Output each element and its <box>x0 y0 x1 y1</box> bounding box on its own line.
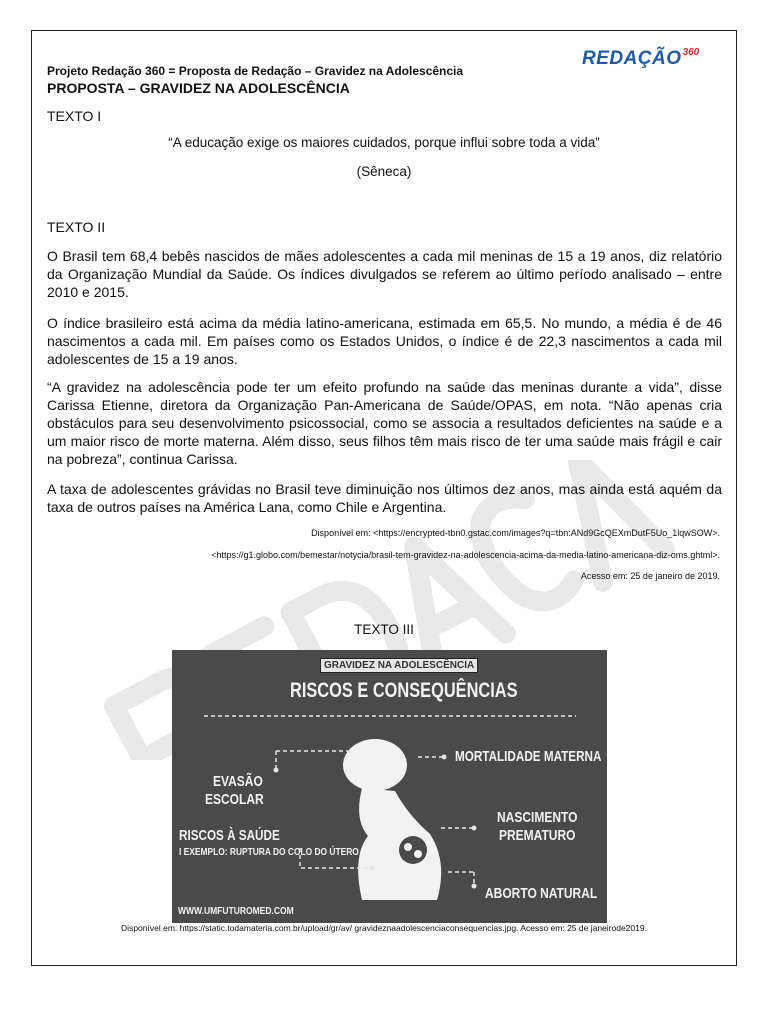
proposal-title: PROPOSTA – GRAVIDEZ NA ADOLESCÊNCIA <box>47 80 350 96</box>
infographic-title: RISCOS E CONSEQUÊNCIAS <box>290 679 518 702</box>
label-riscos-2: I EXEMPLO: RUPTURA DO COLO DO ÚTERO <box>179 846 359 858</box>
source-link-1: Disponível em: <https://encrypted-tbn0.gstac.com/images?q=tbn:ANd9GcQEXmDutF5Uo_1lqwSOW>. <box>311 528 720 538</box>
seneca-quote: “A educação exige os maiores cuidados, porque influi sobre toda a vida” <box>168 135 600 150</box>
label-aborto: ABORTO NATURAL <box>485 885 598 902</box>
access-date: Acesso em: 25 de janeiro de 2019. <box>580 571 720 581</box>
label-evasao-1: EVASÃO <box>213 773 263 790</box>
pregnant-silhouette-icon <box>343 739 441 900</box>
label-site: WWW.UMFUTUROMED.COM <box>178 906 294 917</box>
paragraph-4: A taxa de adolescentes grávidas no Brasil teve diminuição nos últimos dez anos, mas ainda está aquém da taxa de outros países na América Lana, como Chile e Argentina. <box>47 481 722 515</box>
label-nascimento-1: NASCIMENTO <box>497 809 578 826</box>
label-riscos-1: RISCOS À SAÚDE <box>179 827 280 844</box>
infographic-caption: Disponível em: https://static.todamateria.com.br/upload/gr/av/ gravideznaadolescenciaconsequencias.jpg. Acesso em: 25 de janeirode2019. <box>121 923 647 933</box>
label-mortalidade: MORTALIDADE MATERNA <box>455 748 602 765</box>
quote-author: (Sêneca) <box>356 164 412 179</box>
paragraph-2: O índice brasileiro está acima da média latino-americana, estimada em 65,5. No mundo, a média é de 46 nascimentos a cada mil. Em países como os Estados Unidos, o índice é de 22,3 nascimentos a cada mil adolescentes de 15 a 19 anos. <box>47 315 722 367</box>
label-nascimento-2: PREMATURO <box>499 827 576 844</box>
texto1-heading: TEXTO I <box>47 108 102 124</box>
paragraph-3: “A gravidez na adolescência pode ter um efeito profundo na saúde das meninas durante a vida”, disse Carissa Etienne, diretora da Organização Pan-Americana de Saúde/OPAS, em nota. “Não apenas cria obstáculos para seu desenvolvimento psicossocial, como se associa a resultados deficientes na saúde e a um maior risco de morte materna. Além disso, seus filhos têm mais risco de ter uma saúde mais frágil e cair na pobreza”, continua Carissa. <box>47 379 722 467</box>
paragraph-1: O Brasil tem 68,4 bebês nascidos de mães adolescentes a cada mil meninas de 15 a 19 anos, diz relatório da Organização Mundial da Saúde. Os índices divulgados se referem ao último período analisado – entre 2010 e 2015. <box>47 248 722 300</box>
pregnancy-infographic <box>172 650 607 923</box>
logo-text: REDAÇÃO <box>582 48 682 69</box>
baby-icon <box>399 836 427 864</box>
source-link-2: <https://g1.globo.com/bemestar/notycia/brasil-tem-gravidez-na-adolescencia-acima-da-media-latino-americana-diz-oms.ghtml>. <box>211 550 720 560</box>
label-evasao-2: ESCOLAR <box>205 791 264 808</box>
infographic-tag: GRAVIDEZ NA ADOLESCÊNCIA <box>320 658 478 673</box>
texto2-heading: TEXTO II <box>47 219 106 235</box>
logo-number: 360 <box>682 47 700 58</box>
project-line: Projeto Redação 360 = Proposta de Redação – Gravidez na Adolescência <box>47 64 464 78</box>
redacao-360-logo <box>582 48 699 74</box>
texto3-heading: TEXTO III <box>354 622 414 637</box>
